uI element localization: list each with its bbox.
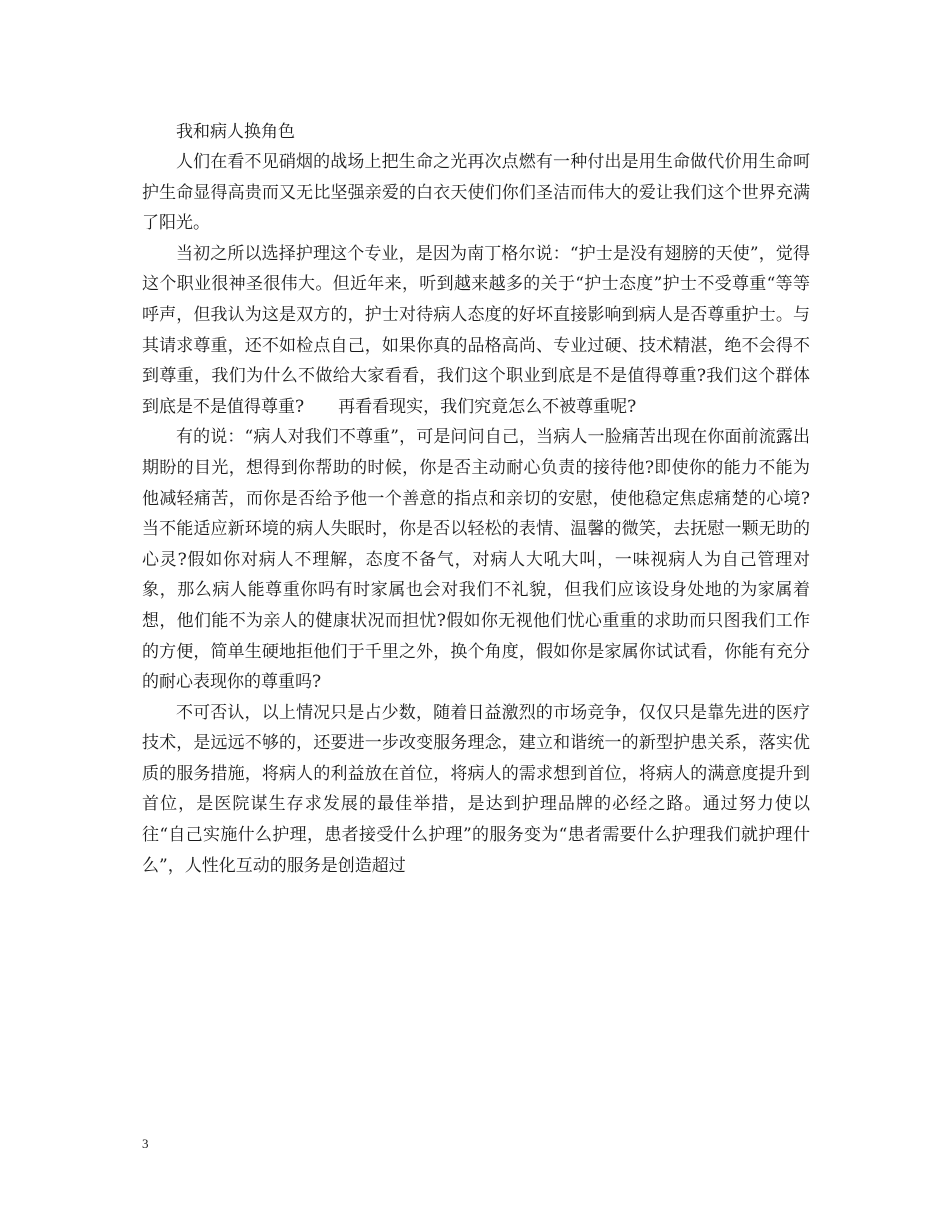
paragraph-4: 不可否认，以上情况只是占少数，随着日益激烈的市场竞争，仅仅只是靠先进的医疗技术，是远远不够的，还要进一步改变服务理念，建立和谐统一的新型护患关系，落实优质的服务措施，将病人的利益放在首位，将病人的需求想到首位，将病人的满意度提升到首位，是医院谋生存求发展的最佳举措，是达到护理品牌的必经之路。通过努力使以往“自己实施什么护理，患者接受什么护理”的服务变为“患者需要什么护理我们就护理什么”，人性化互动的服务是创造超过: [142, 702, 810, 876]
page-number: 3: [142, 1136, 149, 1151]
paragraph-2: 当初之所以选择护理这个专业，是因为南丁格尔说：“护士是没有翅膀的天使”，觉得这个职业很神圣很伟大。但近年来，听到越来越多的关于“护士态度”护士不受尊重“等等呼声，但我认为这是双方的，护士对待病人态度的好坏直接影响到病人是否尊重护士。与其请求尊重，还不如检点自己，如果你真的品格高尚、专业过硬、技术精湛，绝不会得不到尊重，我们为什么不做给大家看看，我们这个职业到底是不是值得尊重?我们这个群体到底是不是值得尊重? 再看看现实，我们究竟怎么不被尊重呢?: [142, 243, 810, 417]
document-body: [142, 117, 810, 881]
page-title: 我和病人换角色: [176, 122, 295, 142]
paragraph-3: 有的说：“病人对我们不尊重”，可是问问自己，当病人一脸痛苦出现在你面前流露出期盼的目光，想得到你帮助的时候，你是否主动耐心负责的接待他?即使你的能力不能为他减轻痛苦，而你是否给予他一个善意的指点和亲切的安慰，使他稳定焦虑痛楚的心境?当不能适应新环境的病人失眠时，你是否以轻松的表情、温馨的微笑，去抚慰一颗无助的心灵?假如你对病人不理解，态度不备气，对病人大吼大叫，一味视病人为自己管理对象，那么病人能尊重你吗有时家属也会对我们不礼貌，但我们应该设身处地的为家属着想，他们能不为亲人的健康状况而担忧?假如你无视他们忧心重重的求助而只图我们工作的方便，简单生硬地拒他们于千里之外，换个角度，假如你是家属你试试看，你能有充分的耐心表现你的尊重吗?: [142, 427, 810, 693]
paragraph-1: 人们在看不见硝烟的战场上把生命之光再次点燃有一种付出是用生命做代价用生命呵护生命显得高贵而又无比坚强亲爱的白衣天使们你们圣洁而伟大的爱让我们这个世界充满了阳光。: [142, 152, 810, 234]
